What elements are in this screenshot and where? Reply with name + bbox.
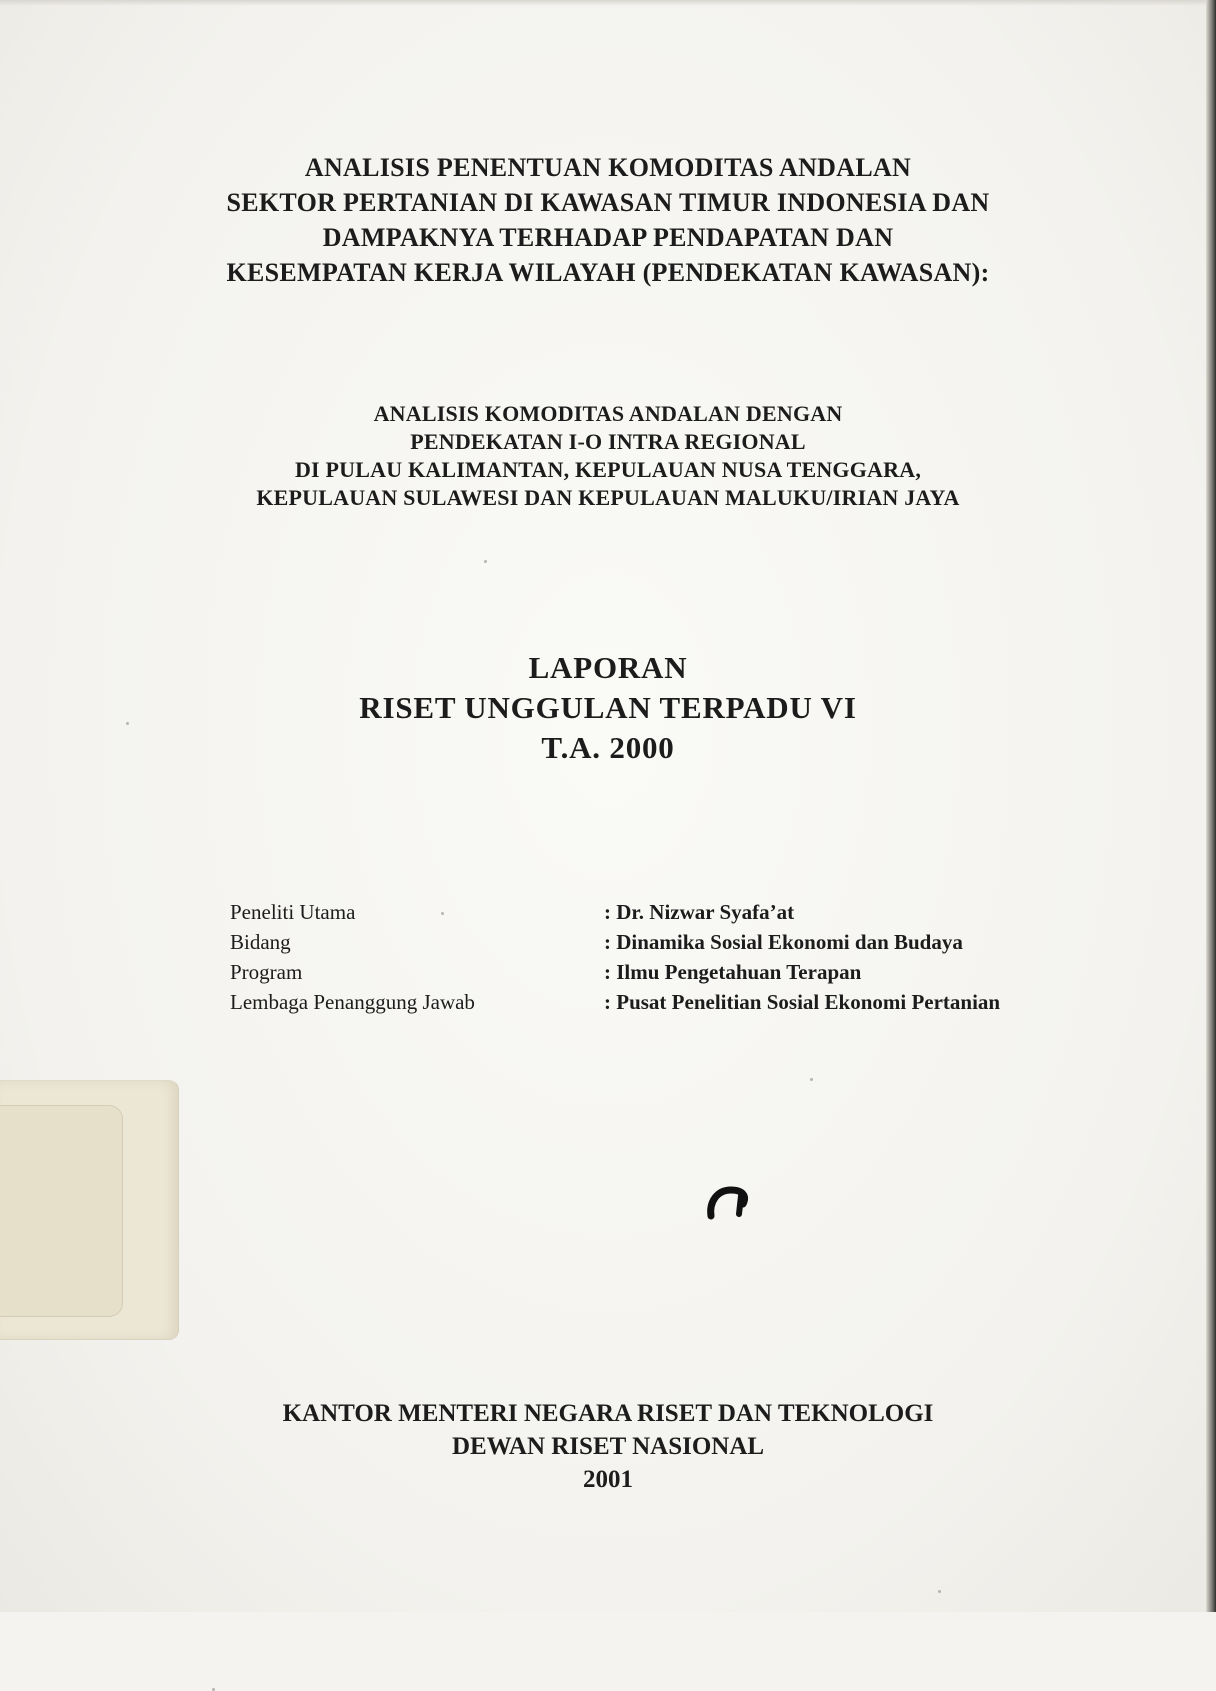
report-heading-line: LAPORAN	[528, 650, 688, 685]
library-sticker	[0, 1080, 179, 1340]
report-heading-line: RISET UNGGULAN TERPADU VI	[359, 690, 857, 725]
info-label: Bidang	[230, 930, 291, 954]
info-value: : Dinamika Sosial Ekonomi dan Budaya	[604, 930, 963, 954]
info-table	[0, 897, 1216, 1017]
paper-speck	[441, 912, 444, 915]
info-label: Lembaga Penanggung Jawab	[230, 990, 475, 1014]
subtitle-line: KEPULAUAN SULAWESI DAN KEPULAUAN MALUKU/IRIAN JAYA	[256, 485, 960, 510]
report-heading-line: T.A. 2000	[541, 730, 675, 765]
handwritten-mark	[703, 1184, 753, 1220]
subtitle-line: DI PULAU KALIMANTAN, KEPULAUAN NUSA TENGGARA,	[294, 457, 922, 482]
info-value: : Ilmu Pengetahuan Terapan	[604, 960, 862, 984]
main-title-line: ANALISIS PENENTUAN KOMODITAS ANDALAN	[304, 153, 912, 182]
main-title-line: KESEMPATAN KERJA WILAYAH (PENDEKATAN KAWASAN):	[226, 258, 990, 287]
publisher-block	[0, 1397, 1216, 1496]
info-row	[0, 957, 1216, 987]
report-heading	[0, 648, 1216, 768]
paper-speck	[126, 722, 129, 725]
main-title	[0, 150, 1216, 290]
info-row	[0, 897, 1216, 927]
info-row	[0, 927, 1216, 957]
info-value: : Pusat Penelitian Sosial Ekonomi Pertanian	[604, 990, 1001, 1014]
info-row	[0, 987, 1216, 1017]
paper-speck	[810, 1078, 813, 1081]
subtitle-line: PENDEKATAN I-O INTRA REGIONAL	[410, 429, 806, 454]
info-value: : Dr. Nizwar Syafa’at	[604, 900, 795, 924]
publisher-line: DEWAN RISET NASIONAL	[451, 1433, 765, 1460]
publisher-line: KANTOR MENTERI NEGARA RISET DAN TEKNOLOGI	[282, 1400, 934, 1427]
paper-speck	[484, 560, 487, 563]
paper-speck	[938, 1590, 941, 1593]
publication-year: 2001	[583, 1466, 633, 1493]
main-title-line: SEKTOR PERTANIAN DI KAWASAN TIMUR INDONESIA DAN	[226, 188, 990, 217]
library-sticker-label	[0, 1105, 123, 1317]
top-page-edge	[0, 0, 1216, 6]
main-title-line: DAMPAKNYA TERHADAP PENDAPATAN DAN	[322, 223, 894, 252]
info-label: Peneliti Utama	[230, 900, 356, 924]
subtitle-line: ANALISIS KOMODITAS ANDALAN DENGAN	[373, 401, 843, 426]
subtitle	[0, 400, 1216, 512]
info-label: Program	[230, 960, 303, 984]
